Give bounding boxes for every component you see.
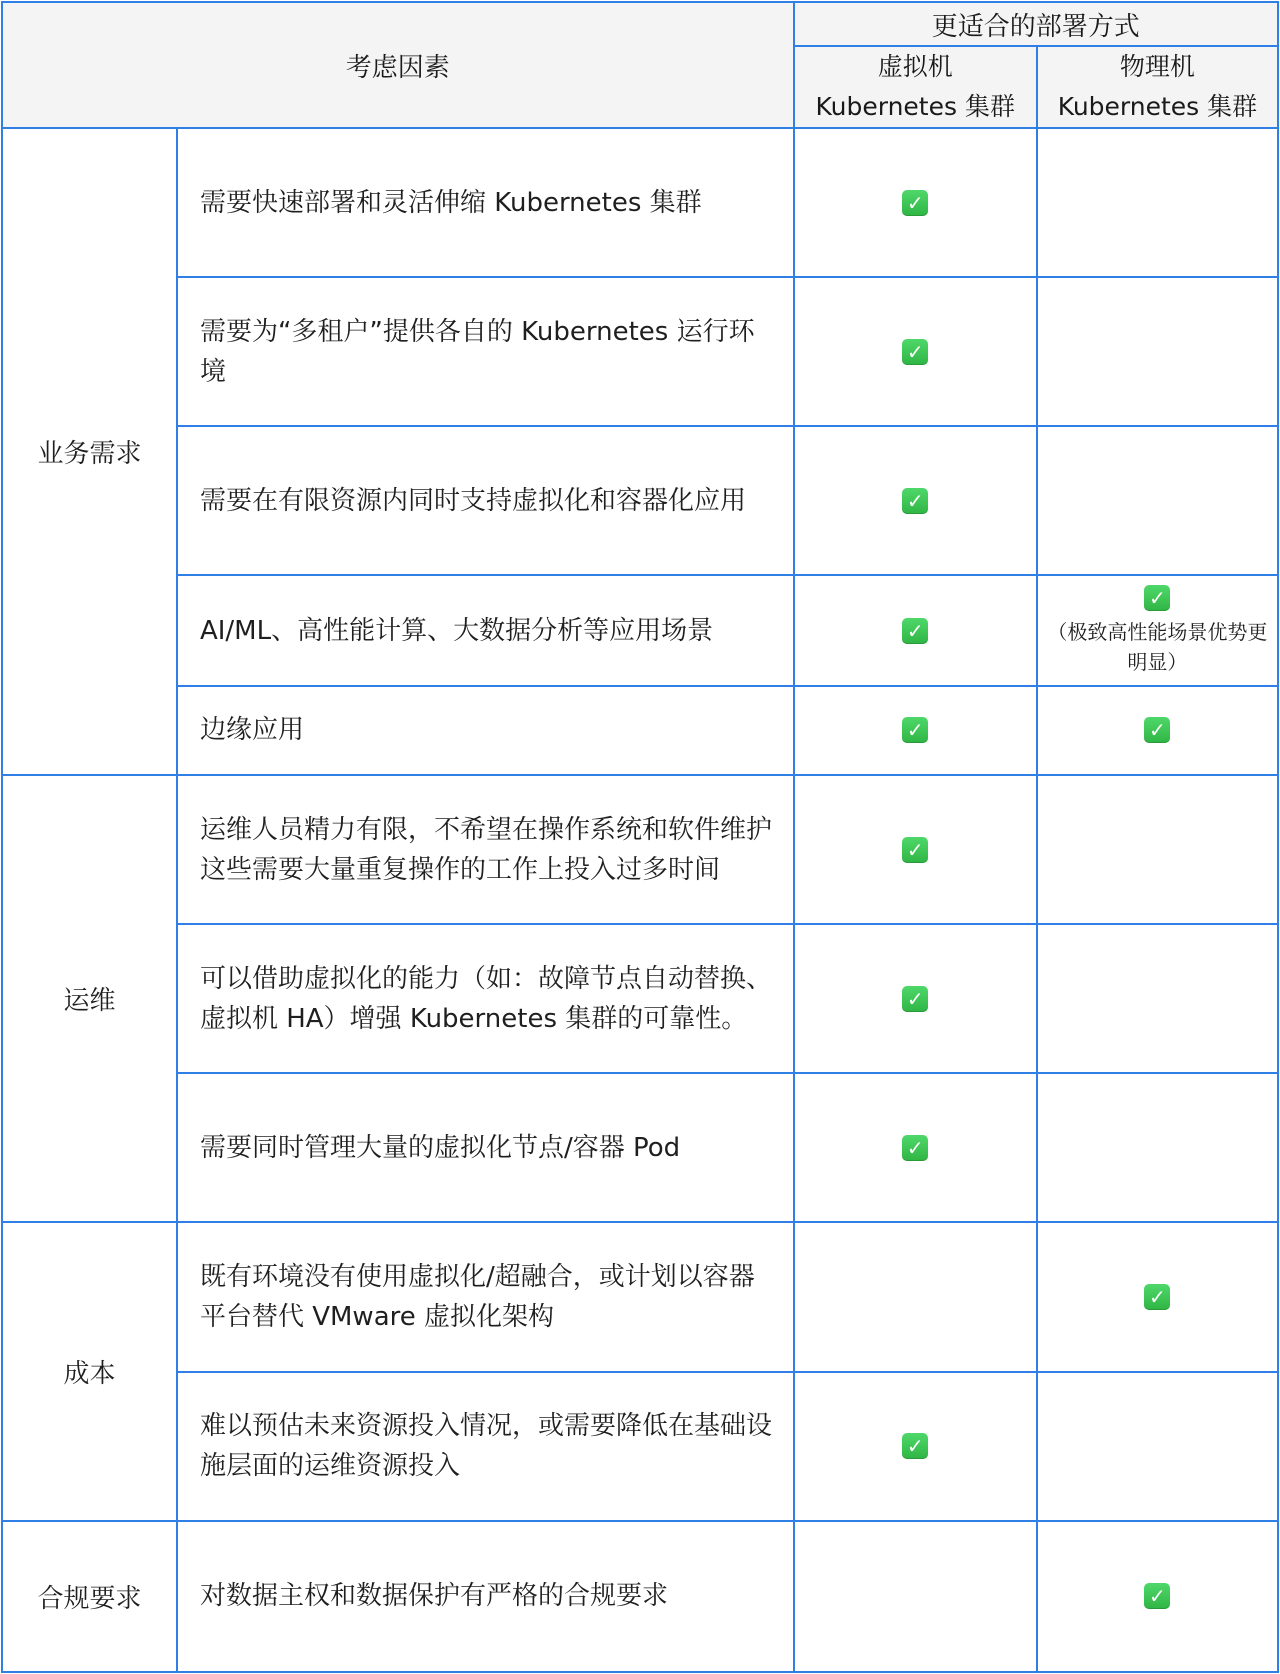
check-icon: ✓ — [902, 1433, 928, 1459]
vm-mark-cell — [794, 924, 1037, 1073]
factor-cell: 需要快速部署和灵活伸缩 Kubernetes 集群 — [177, 128, 794, 277]
factor-cell: 需要为“多租户”提供各自的 Kubernetes 运行环境 — [177, 277, 794, 426]
check-icon: ✓ — [902, 190, 928, 216]
pm-mark-cell — [1037, 1372, 1278, 1521]
check-icon: ✓ — [1144, 1284, 1170, 1310]
check-icon: ✓ — [902, 339, 928, 365]
table-row — [2, 1073, 1278, 1222]
pm-mark-cell — [1037, 686, 1278, 775]
vm-mark-cell — [794, 686, 1037, 775]
factor-cell: 需要同时管理大量的虚拟化节点/容器 Pod — [177, 1073, 794, 1222]
pm-mark-cell — [1037, 1521, 1278, 1672]
check-icon: ✓ — [902, 837, 928, 863]
pm-mark-cell — [1037, 1073, 1278, 1222]
factor-column-header: 考虑因素 — [2, 2, 794, 128]
factor-cell: 边缘应用 — [177, 686, 794, 775]
table-row — [2, 775, 1278, 924]
vm-mark-cell — [794, 1521, 1037, 1672]
pm-mark-cell — [1037, 128, 1278, 277]
pm-mark-cell — [1037, 775, 1278, 924]
vm-cluster-header — [794, 46, 1037, 128]
factor-cell: AI/ML、高性能计算、大数据分析等应用场景 — [177, 575, 794, 686]
vm-mark-cell — [794, 1073, 1037, 1222]
vm-header-line1: 虚拟机 — [877, 52, 953, 81]
pm-cluster-header — [1037, 46, 1278, 128]
check-icon: ✓ — [902, 618, 928, 644]
check-icon: ✓ — [902, 488, 928, 514]
check-icon: ✓ — [902, 986, 928, 1012]
vm-mark-cell — [794, 775, 1037, 924]
factor-cell: 可以借助虚拟化的能力（如：故障节点自动替换、虚拟机 HA）增强 Kubernetes 集群的可靠性。 — [177, 924, 794, 1073]
vm-mark-cell — [794, 575, 1037, 686]
pm-mark-cell — [1037, 575, 1278, 686]
pm-note: （极致高性能场景优势更明显） — [1047, 619, 1268, 674]
category-business: 业务需求 — [2, 128, 177, 775]
factor-cell: 运维人员精力有限，不希望在操作系统和软件维护这些需要大量重复操作的工作上投入过多时间 — [177, 775, 794, 924]
table-row — [2, 128, 1278, 277]
vm-mark-cell — [794, 128, 1037, 277]
category-ops: 运维 — [2, 775, 177, 1222]
pm-header-line1: 物理机 — [1119, 52, 1195, 81]
check-icon: ✓ — [902, 1135, 928, 1161]
pm-mark-cell — [1037, 924, 1278, 1073]
vm-mark-cell — [794, 1222, 1037, 1371]
vm-mark-cell — [794, 1372, 1037, 1521]
table-row — [2, 1222, 1278, 1371]
vm-mark-cell — [794, 426, 1037, 575]
table-row — [2, 426, 1278, 575]
deployment-comparison-table — [1, 1, 1279, 1673]
pm-mark-cell — [1037, 277, 1278, 426]
factor-cell: 对数据主权和数据保护有严格的合规要求 — [177, 1521, 794, 1672]
check-icon: ✓ — [902, 717, 928, 743]
vm-header-line2: Kubernetes 集群 — [815, 92, 1015, 121]
factor-cell: 难以预估未来资源投入情况，或需要降低在基础设施层面的运维资源投入 — [177, 1372, 794, 1521]
check-icon: ✓ — [1144, 717, 1170, 743]
table-row — [2, 277, 1278, 426]
vm-mark-cell — [794, 277, 1037, 426]
pm-mark-cell — [1037, 426, 1278, 575]
pm-mark-cell — [1037, 1222, 1278, 1371]
factor-cell: 既有环境没有使用虚拟化/超融合，或计划以容器平台替代 VMware 虚拟化架构 — [177, 1222, 794, 1371]
pm-header-line2: Kubernetes 集群 — [1057, 92, 1258, 121]
category-compliance: 合规要求 — [2, 1521, 177, 1672]
category-cost: 成本 — [2, 1222, 177, 1520]
table-row — [2, 924, 1278, 1073]
check-icon: ✓ — [1144, 585, 1170, 611]
table-row — [2, 1372, 1278, 1521]
table-row — [2, 686, 1278, 775]
check-icon: ✓ — [1144, 1583, 1170, 1609]
table-row — [2, 575, 1278, 686]
deployment-group-header: 更适合的部署方式 — [794, 2, 1278, 46]
factor-cell: 需要在有限资源内同时支持虚拟化和容器化应用 — [177, 426, 794, 575]
table-row — [2, 1521, 1278, 1672]
